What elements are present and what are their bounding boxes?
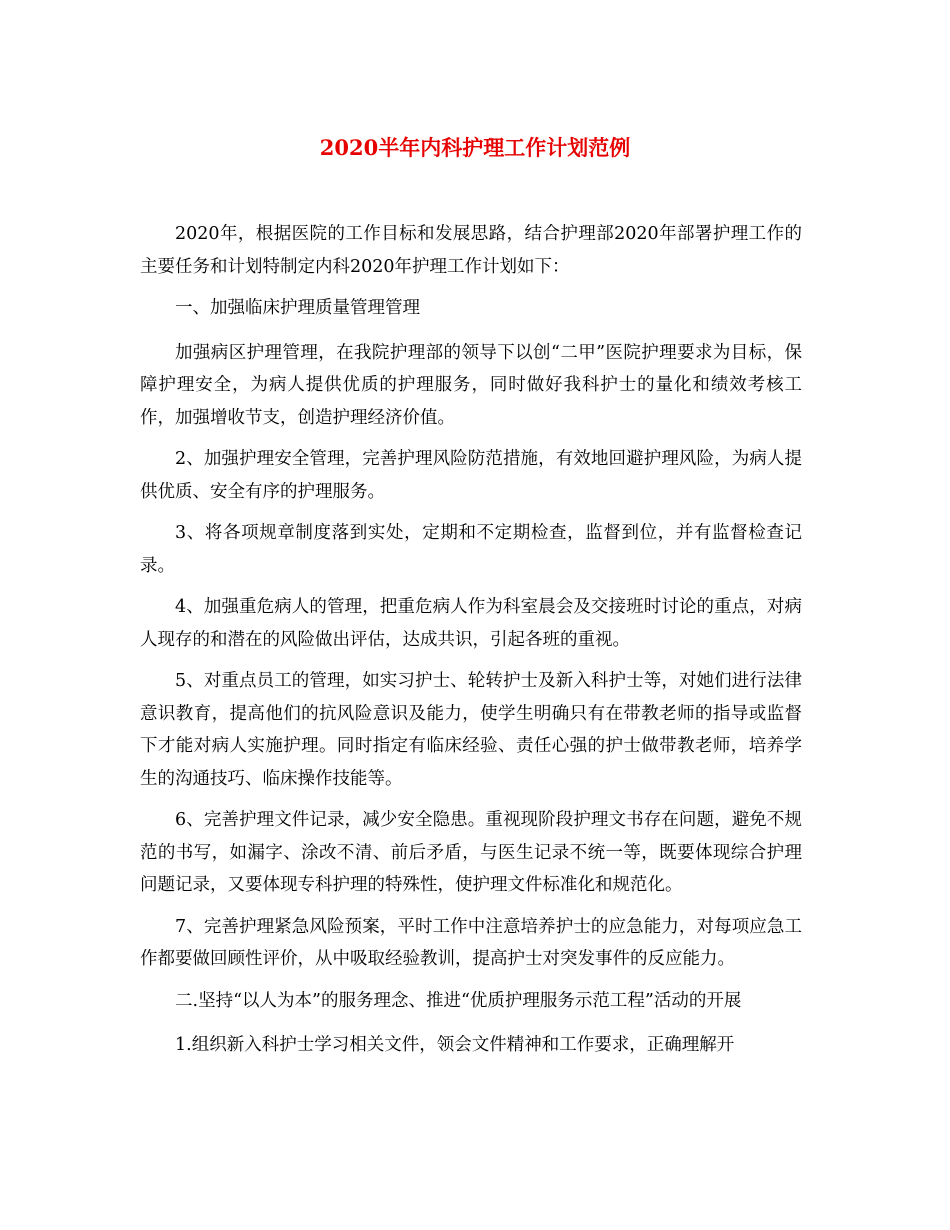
paragraph-5: 5、对重点员工的管理，如实习护士、轮转护士及新入科护士等，对她们进行法律意识教育，提高他们的抗风险意识及能力，使学生明确只有在带教老师的指导或监督下才能对病人实施护理。同时指定有临床经验、责任心强的护士做带教老师，培养学生的沟通技巧、临床操作技能等。 bbox=[140, 671, 802, 789]
section-heading-1: 一、加强临床护理质量管理管理 bbox=[175, 298, 420, 318]
document-title: 2020半年内科护理工作计划范例 bbox=[319, 135, 631, 160]
paragraph-3: 3、将各项规章制度落到实处，定期和不定期检查，监督到位，并有监督检查记录。 bbox=[140, 523, 802, 576]
document-body bbox=[140, 218, 802, 1071]
paragraph-intro: 2020年，根据医院的工作目标和发展思路，结合护理部2020年部署护理工作的主要任务和计划特制定内科2020年护理工作计划如下： bbox=[140, 224, 802, 277]
paragraph-6: 6、完善护理文件记录，减少安全隐患。重视现阶段护理文书存在问题，避免不规范的书写，如漏字、涂改不清、前后矛盾，与医生记录不统一等，既要体现综合护理问题记录，又要体现专科护理的特殊性，使护理文件标准化和规范化。 bbox=[140, 810, 802, 895]
paragraph-4: 4、加强重危病人的管理，把重危病人作为科室晨会及交接班时讨论的重点，对病人现存的和潜在的风险做出评估，达成共识，引起各班的重视。 bbox=[140, 597, 802, 650]
paragraph-8: 1.组织新入科护士学习相关文件，领会文件精神和工作要求，正确理解开 bbox=[175, 1035, 735, 1055]
paragraph-7: 7、完善护理紧急风险预案，平时工作中注意培养护士的应急能力，对每项应急工作都要做回顾性评价，从中吸取经验教训，提高护士对突发事件的反应能力。 bbox=[140, 916, 802, 969]
section-heading-2: 二.坚持“以人为本”的服务理念、推进“优质护理服务示范工程”活动的开展 bbox=[175, 990, 742, 1011]
paragraph-1: 加强病区护理管理，在我院护理部的领导下以创“二甲”医院护理要求为目标，保障护理安全，为病人提供优质的护理服务，同时做好我科护士的量化和绩效考核工作，加强增收节支，创造护理经济价值。 bbox=[140, 342, 802, 428]
paragraph-2: 2、加强护理安全管理，完善护理风险防范措施，有效地回避护理风险，为病人提供优质、安全有序的护理服务。 bbox=[140, 449, 802, 502]
